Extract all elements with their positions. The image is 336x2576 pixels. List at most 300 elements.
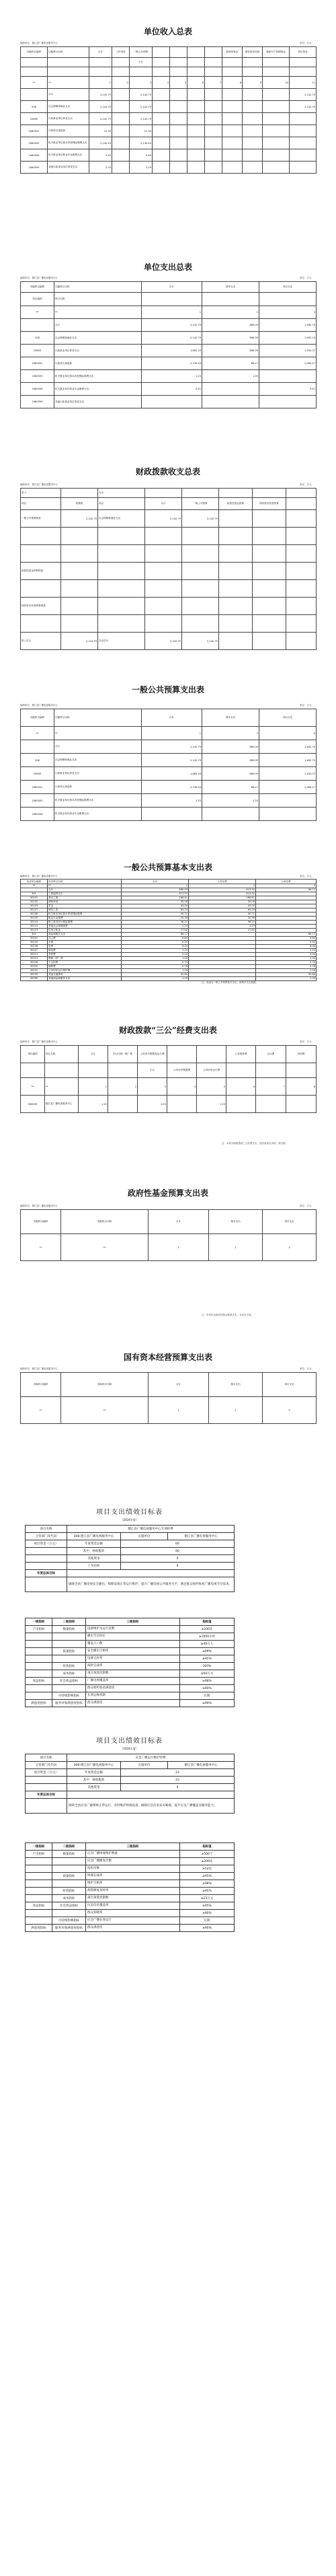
general-budget-title: 一般公共预算支出表 bbox=[131, 685, 204, 694]
fiscal-head-row-cell bbox=[286, 498, 317, 510]
fiscal-row-cell bbox=[21, 528, 61, 545]
project-info-cell: 主管部门及代码 bbox=[26, 1762, 67, 1769]
income-row-cell: 2,130.43 bbox=[130, 137, 153, 149]
project-info-row bbox=[26, 1791, 235, 1799]
expense-summary-table bbox=[20, 281, 317, 408]
expense-head-row-cell: 功能科目名称 bbox=[54, 282, 142, 293]
gov-fund-row-cell: ** bbox=[61, 1234, 149, 1261]
indicator-row bbox=[26, 1858, 235, 1865]
income-head-row-cell bbox=[290, 67, 317, 77]
state-capital-table bbox=[20, 1372, 317, 1424]
three-public-row-cell: ** bbox=[21, 1078, 45, 1096]
basic-expense-row-cell: 30229 bbox=[21, 964, 48, 968]
indicator-cell: 安全播出合格率 bbox=[86, 1648, 180, 1655]
income-row-cell bbox=[263, 113, 290, 125]
fiscal-row-cell bbox=[61, 598, 98, 615]
three-public-row-cell: 2 bbox=[108, 1078, 138, 1096]
income-row bbox=[21, 101, 317, 113]
expense-unit-right: 单位：万元 bbox=[300, 277, 312, 279]
income-head-row-cell bbox=[187, 58, 205, 67]
indicator-row bbox=[26, 1641, 235, 1648]
income-row-cell: 12.35 bbox=[130, 125, 153, 137]
basic-expense-row-cell: 30211 bbox=[21, 952, 48, 956]
income-row-cell: 机关事业单位基本养老保险缴费支出 bbox=[48, 137, 89, 149]
general-budget-row-cell: 680.09 bbox=[202, 767, 259, 781]
basic-expense-row-cell: 1 bbox=[122, 884, 189, 888]
general-budget-row-cell: 2080506 bbox=[21, 808, 54, 821]
indicator-cell bbox=[26, 1670, 52, 1678]
indicator-cell: 数量指标 bbox=[52, 1851, 86, 1858]
project-info-row bbox=[26, 1540, 235, 1548]
indicator-cell: 项目预算控制数 bbox=[86, 1895, 180, 1902]
gov-fund-row-cell: ** bbox=[21, 1234, 61, 1261]
fiscal-row-cell: 国有资本经营预算拨款 bbox=[21, 598, 61, 615]
three-public-row-cell: 3 bbox=[138, 1078, 167, 1096]
fiscal-row-cell bbox=[253, 633, 286, 650]
expense-row-cell: 2080505 bbox=[21, 370, 54, 383]
project-info-cell: 应急广播运行维护经费 bbox=[67, 1754, 235, 1762]
income-row-cell bbox=[243, 113, 263, 125]
income-row-cell bbox=[263, 101, 290, 113]
project-info-row bbox=[26, 1533, 235, 1540]
indicator-cell: 群众收听收看满意度 bbox=[86, 1685, 180, 1692]
income-row-cell: 2,142.79 bbox=[130, 113, 153, 125]
project-perf-sub-1: （2024年度） bbox=[120, 1518, 138, 1522]
indicator-cell: 成本指标 bbox=[52, 1895, 86, 1902]
income-row-cell bbox=[222, 162, 243, 174]
expense-row-cell: 1,882.16 bbox=[142, 345, 202, 357]
project-info-row bbox=[26, 1762, 235, 1769]
indicator-cell: 应急广播长效运行 bbox=[86, 1917, 180, 1925]
fiscal-row-cell bbox=[61, 615, 98, 633]
state-capital-row-cell: 1 bbox=[149, 1397, 209, 1424]
general-budget-row-cell: 2,064.27 bbox=[259, 781, 317, 794]
basic-expense-table bbox=[20, 879, 317, 981]
fiscal-row-cell bbox=[98, 545, 145, 563]
basic-expense-row-cell: 合计 bbox=[48, 888, 122, 892]
indicator-cell bbox=[52, 1655, 86, 1663]
general-budget-head-row-cell: 功能科目编码 bbox=[21, 709, 54, 727]
fiscal-row-cell bbox=[98, 598, 145, 615]
indicator-cell: 可持续影响指标 bbox=[52, 1692, 86, 1700]
project-info-row bbox=[26, 1555, 235, 1563]
basic-expense-row-cell: 5.00 bbox=[256, 952, 317, 956]
project-info-cell: 主管部门及代码 bbox=[26, 1533, 67, 1540]
income-row-cell bbox=[112, 89, 130, 101]
project-info-cell: 308-德江县广播电视服务中心 bbox=[67, 1762, 121, 1769]
basic-expense-row-cell: 40.71 bbox=[189, 912, 256, 916]
indicator-row bbox=[26, 1888, 235, 1895]
indicator-cell bbox=[26, 1641, 52, 1648]
income-row bbox=[21, 113, 317, 125]
gov-fund-head-row-cell: 功能科目名称 bbox=[61, 1210, 149, 1234]
project-info-cell: 保障全县应急广播系统正常运行，及时维护终端设备，确保应急信息发布畅通，提升应急广播覆盖及服务能力。 bbox=[67, 1799, 235, 1814]
project-info-cell bbox=[26, 1563, 67, 1570]
fiscal-row-cell bbox=[219, 633, 253, 650]
income-row-cell bbox=[243, 125, 263, 137]
indicator-cell bbox=[52, 1865, 86, 1873]
fiscal-row-cell: 收入总计 bbox=[21, 633, 61, 650]
income-row-cell bbox=[170, 162, 187, 174]
project-info-row bbox=[26, 1754, 235, 1762]
indicator-cell: 应急广播终端维护数量 bbox=[86, 1851, 180, 1858]
expense-row-cell bbox=[21, 319, 54, 332]
basic-expense-row-cell: 30107 bbox=[21, 908, 48, 912]
income-row-cell bbox=[222, 125, 243, 137]
expense-row-cell: 1.25 bbox=[202, 370, 259, 383]
basic-expense-row-cell: 64.29 bbox=[189, 908, 256, 912]
three-public-head-row-cell: 小计 bbox=[138, 1063, 167, 1078]
income-row bbox=[21, 162, 317, 174]
indicator-cell: ≥90% bbox=[180, 1700, 235, 1707]
income-row-cell: 12.35 bbox=[89, 125, 112, 137]
income-row-cell: 1 bbox=[89, 77, 112, 89]
indicator-cell: 可持续影响指标 bbox=[52, 1917, 86, 1925]
indicator-cell bbox=[26, 1858, 52, 1865]
income-head-row bbox=[21, 67, 317, 77]
income-row-cell bbox=[153, 137, 170, 149]
project-perf-indicators-1 bbox=[25, 1618, 235, 1707]
basic-expense-head-row-cell: 经济科目名称 bbox=[48, 880, 122, 884]
three-public-row bbox=[21, 1078, 317, 1096]
expense-row-cell: 2,142.79 bbox=[142, 319, 202, 332]
income-head-row-cell bbox=[290, 58, 317, 67]
income-row-cell bbox=[263, 137, 290, 149]
indicator-row bbox=[26, 1851, 235, 1858]
three-public-head-row-cell bbox=[108, 1063, 138, 1078]
income-row-cell bbox=[112, 149, 130, 162]
income-head-row-cell: 上年结转 bbox=[112, 47, 130, 58]
indicator-cell: 质量指标 bbox=[52, 1648, 86, 1655]
basic-expense-row-cell: 20.36 bbox=[189, 916, 256, 920]
indicator-cell: 群众满意度 bbox=[86, 1925, 180, 1932]
fiscal-row-cell bbox=[182, 545, 219, 563]
expense-row-cell bbox=[202, 383, 259, 396]
three-public-head-row-cell: 公务用车运行费 bbox=[197, 1063, 226, 1078]
indicator-cell: ≥99% bbox=[180, 1648, 235, 1655]
basic-expense-row-cell: 30108 bbox=[21, 912, 48, 916]
project-info-row bbox=[26, 1577, 235, 1592]
three-public-head-row-cell: 单位编码 bbox=[21, 1046, 45, 1063]
basic-expense-row-cell: 680.09 bbox=[122, 888, 189, 892]
fiscal-row-cell bbox=[61, 580, 98, 598]
fiscal-row-cell bbox=[145, 545, 182, 563]
indicator-cell: ≥98% bbox=[180, 1880, 235, 1888]
project-info-cell bbox=[26, 1777, 67, 1784]
indicator-cell: 服务对象满意度指标 bbox=[52, 1925, 86, 1932]
general-budget-table bbox=[20, 709, 317, 821]
fiscal-head-row-cell bbox=[61, 489, 98, 498]
general-budget-row-cell: 行政单位离退休 bbox=[54, 781, 142, 794]
income-head-row-cell bbox=[112, 58, 130, 67]
three-public-head-row-cell bbox=[286, 1063, 317, 1078]
gov-fund-row-cell: 2 bbox=[209, 1234, 263, 1261]
income-row-cell bbox=[205, 101, 222, 113]
income-row-cell bbox=[170, 149, 187, 162]
project-info-cell: 实施单位 bbox=[121, 1762, 168, 1769]
basic-expense-row-cell: 166.61 bbox=[122, 896, 189, 900]
project-info-cell: 上年结转 bbox=[67, 1563, 121, 1570]
income-head-row-cell bbox=[48, 67, 89, 77]
expense-row-cell: 机关事业单位职业年金缴费支出 bbox=[54, 383, 142, 396]
basic-expense-head-row-cell: 人员经费 bbox=[189, 880, 256, 884]
gov-fund-row bbox=[21, 1234, 317, 1261]
general-budget-row bbox=[21, 781, 317, 794]
fiscal-head-row-cell: 合计 bbox=[145, 498, 182, 510]
expense-summary-title: 单位支出总表 bbox=[143, 262, 192, 272]
general-budget-row-cell: 2080501 bbox=[21, 781, 54, 794]
income-row bbox=[21, 125, 317, 137]
project-info-row bbox=[26, 1769, 235, 1777]
project-info-cell: 0 bbox=[121, 1555, 235, 1563]
fiscal-row-cell bbox=[145, 563, 182, 580]
three-public-head-row-cell: 单位名称 bbox=[45, 1046, 79, 1063]
general-budget-row-cell: 1,462.70 bbox=[259, 754, 317, 767]
indicator-cell: 故障修复及时率 bbox=[86, 1888, 180, 1895]
basic-expense-row-cell: 30205 bbox=[21, 940, 48, 944]
income-head-row-cell: 国有资本经营 bbox=[243, 47, 263, 58]
indicator-cell: 100% bbox=[180, 1663, 235, 1670]
project-perf-indicators-2 bbox=[25, 1842, 235, 1932]
income-head-row-cell: 单位资金 bbox=[290, 47, 317, 58]
income-row-cell: 20805 bbox=[21, 113, 48, 125]
expense-row-cell: 1,202.07 bbox=[259, 345, 317, 357]
fiscal-head-row-cell: 项目 bbox=[98, 498, 145, 510]
indicator-cell bbox=[26, 1865, 52, 1873]
indicator-cell bbox=[26, 1888, 52, 1895]
expense-row-cell: 社会保障和就业支出 bbox=[54, 332, 142, 345]
indicator-head-cell: 三级指标 bbox=[86, 1843, 180, 1851]
three-public-row-cell: 德江县广播电视服务中心 bbox=[45, 1096, 79, 1113]
income-head-row-cell bbox=[112, 67, 130, 77]
expense-row-cell: 行政单位离退休 bbox=[54, 357, 142, 370]
basic-expense-row-cell: 2.78 bbox=[122, 964, 189, 968]
project-info-cell: 德江县广播电视服务中心 bbox=[168, 1762, 235, 1769]
project-info-cell: 年度总体目标 bbox=[26, 1791, 67, 1799]
gov-fund-unit-label: 编制单位：德江县广播电视服务中心 bbox=[20, 1205, 58, 1207]
indicator-cell: ≤23万元 bbox=[180, 1895, 235, 1902]
income-row-cell: 2.29 bbox=[130, 162, 153, 174]
indicator-cell bbox=[26, 1910, 52, 1917]
basic-expense-row-cell: 1.29 bbox=[122, 976, 189, 980]
fiscal-unit-label: 编制单位：德江县广播电视服务中心 bbox=[20, 483, 58, 486]
income-row-cell bbox=[170, 89, 187, 101]
fiscal-head-row-cell: 国有资本经营预算 bbox=[253, 498, 286, 510]
basic-expense-row-cell: 机关事业单位基本养老保险缴费 bbox=[48, 912, 122, 916]
general-budget-row bbox=[21, 727, 317, 740]
income-row-cell bbox=[21, 89, 48, 101]
basic-expense-row-cell: 30103 bbox=[21, 904, 48, 908]
basic-expense-row-cell: 166.61 bbox=[189, 896, 256, 900]
income-row-cell: 2080599 bbox=[21, 162, 48, 174]
basic-expense-row-cell: 1.20 bbox=[122, 948, 189, 952]
indicator-head-cell: 二级指标 bbox=[52, 1843, 86, 1851]
indicator-cell: 长期 bbox=[180, 1692, 235, 1700]
fiscal-head-row-cell bbox=[219, 489, 253, 498]
indicator-cell: 社会效益指标 bbox=[52, 1678, 86, 1685]
state-capital-row-cell: 2 bbox=[209, 1397, 263, 1424]
expense-row-cell: 1 bbox=[142, 306, 202, 319]
expense-row-cell: ** bbox=[54, 306, 142, 319]
fiscal-row bbox=[21, 563, 317, 580]
indicator-head-cell: 指标值 bbox=[180, 1843, 235, 1851]
indicator-cell: ≥500个 bbox=[180, 1851, 235, 1858]
income-row-cell bbox=[205, 89, 222, 101]
fiscal-row-cell bbox=[61, 545, 98, 563]
indicator-cell: 效益指标 bbox=[26, 1678, 52, 1685]
indicator-cell: 项目预算控制数 bbox=[86, 1670, 180, 1678]
fiscal-head-row-cell: 收入 bbox=[21, 489, 61, 498]
income-row-cell bbox=[153, 89, 170, 101]
fiscal-head-row-cell bbox=[182, 489, 219, 498]
state-capital-row-cell: 3 bbox=[263, 1397, 317, 1424]
general-budget-row-cell: 2080505 bbox=[21, 794, 54, 808]
indicator-row bbox=[26, 1685, 235, 1692]
indicator-cell bbox=[26, 1663, 52, 1670]
state-capital-row-cell: ** bbox=[61, 1397, 149, 1424]
general-budget-row-cell: 1.25 bbox=[202, 794, 259, 808]
three-public-row-cell: 5 bbox=[197, 1078, 226, 1096]
project-info-cell: 项目名称 bbox=[26, 1754, 67, 1762]
income-row-cell bbox=[112, 113, 130, 125]
basic-expense-row-cell: 9.80 bbox=[122, 936, 189, 940]
gov-fund-unit-right: 单位：万元 bbox=[300, 1205, 312, 1207]
three-public-head-row-cell: 合计 bbox=[79, 1046, 108, 1063]
project-info-cell: 其中：财政拨款 bbox=[67, 1777, 121, 1784]
income-row-cell bbox=[263, 149, 290, 162]
general-budget-row bbox=[21, 767, 317, 781]
expense-head-row-cell: 合计 bbox=[142, 282, 202, 293]
indicator-head-cell: 一级指标 bbox=[26, 1843, 52, 1851]
income-head-row-cell bbox=[187, 47, 205, 58]
fiscal-row-cell bbox=[253, 598, 286, 615]
income-head-row-cell: 合计 bbox=[89, 47, 112, 58]
income-row-cell: 社会保障和就业支出 bbox=[48, 101, 89, 113]
fiscal-row-cell bbox=[219, 580, 253, 598]
indicator-cell: 时效指标 bbox=[52, 1888, 86, 1895]
indicator-cell bbox=[26, 1633, 52, 1641]
income-head-row-cell bbox=[153, 67, 170, 77]
three-public-row-cell bbox=[167, 1096, 197, 1113]
indicator-cell: ≥200次 bbox=[180, 1858, 235, 1865]
indicator-cell: 应急信息覆盖率 bbox=[86, 1902, 180, 1910]
basic-expense-row-cell: 1.20 bbox=[256, 948, 317, 952]
project-info-cell bbox=[26, 1784, 67, 1791]
income-row-cell bbox=[205, 162, 222, 174]
gov-fund-head-row-cell: 项目支出 bbox=[263, 1210, 317, 1234]
fiscal-row-cell bbox=[182, 528, 219, 545]
indicator-cell: 终端在线率 bbox=[86, 1873, 180, 1880]
three-public-head-row-cell: 公务接待费 bbox=[226, 1046, 256, 1063]
fiscal-row bbox=[21, 510, 317, 528]
indicator-cell: 满意度指标 bbox=[26, 1700, 52, 1707]
gov-fund-row-cell: 3 bbox=[263, 1234, 317, 1261]
basic-expense-row-cell: 差旅费 bbox=[48, 952, 122, 956]
basic-expense-row-cell: 绩效工资 bbox=[48, 908, 122, 912]
income-head-row-cell bbox=[243, 67, 263, 77]
fiscal-head-row-cell: 项目 bbox=[21, 498, 61, 510]
income-row-cell bbox=[187, 125, 205, 137]
expense-head-row-cell: 基本支出 bbox=[202, 282, 259, 293]
three-public-row-cell: 1.25 bbox=[79, 1096, 108, 1113]
indicator-cell: 巡检次数 bbox=[86, 1865, 180, 1873]
indicator-cell: ≥100次 bbox=[180, 1626, 235, 1633]
expense-head-row-cell: 科目名称 bbox=[54, 293, 142, 306]
income-row-cell bbox=[205, 137, 222, 149]
income-row-cell: ** bbox=[21, 77, 48, 89]
indicator-cell: 按时完成率 bbox=[86, 1663, 180, 1670]
fiscal-row-cell bbox=[219, 615, 253, 633]
expense-head-row-cell bbox=[142, 293, 202, 306]
basic-expense-row-cell: 1.00 bbox=[122, 956, 189, 960]
general-budget-row-cell: 合计 bbox=[54, 740, 142, 754]
basic-expense-row-cell: 津贴补贴 bbox=[48, 900, 122, 904]
project-perf-title-1: 项目支出绩效目标表 bbox=[96, 1509, 163, 1516]
income-unit-label: 编制单位：德江县广播电视服务中心 bbox=[20, 42, 58, 44]
basic-expense-head-row-cell: 合计 bbox=[122, 880, 189, 884]
indicator-row bbox=[26, 1626, 235, 1633]
three-public-row-cell: ** bbox=[45, 1078, 79, 1096]
general-budget-row-cell: 208 bbox=[21, 754, 54, 767]
indicator-cell: ≥95% bbox=[180, 1902, 235, 1910]
income-row-cell bbox=[153, 125, 170, 137]
basic-expense-row-cell: 职业年金缴费 bbox=[48, 916, 122, 920]
fiscal-row bbox=[21, 615, 317, 633]
general-budget-row-cell: 1 bbox=[142, 727, 202, 740]
indicator-head-cell: 二级指标 bbox=[52, 1618, 86, 1626]
basic-expense-row-cell: 2 bbox=[189, 884, 256, 888]
expense-head-row-cell: 科目编码 bbox=[21, 293, 54, 306]
project-info-cell: 60 bbox=[121, 1548, 235, 1555]
basic-expense-row-cell: 613.92 bbox=[122, 892, 189, 896]
income-head-row-cell: 财政专户管理资金 bbox=[263, 47, 290, 58]
project-info-cell: 确保全县广播电视安全播出，保障设备正常运行维护，提升广播电视公共服务水平，满足群众收听收看广播电视节目需求。 bbox=[67, 1577, 235, 1592]
expense-row-cell: 2080506 bbox=[21, 383, 54, 396]
income-head-row-cell bbox=[263, 67, 290, 77]
project-info-row bbox=[26, 1784, 235, 1791]
gov-fund-title: 政府性基金预算支出表 bbox=[127, 1188, 208, 1198]
income-row-cell: 2,142.79 bbox=[130, 89, 153, 101]
fiscal-row-cell bbox=[98, 528, 145, 545]
income-row-cell bbox=[205, 149, 222, 162]
indicator-row bbox=[26, 1700, 235, 1707]
three-public-row-cell: 7 bbox=[256, 1078, 286, 1096]
general-budget-row-cell: 680.09 bbox=[202, 740, 259, 754]
indicator-head-cell: 一级指标 bbox=[26, 1618, 52, 1626]
project-info-cell: 项目资金（万元） bbox=[26, 1769, 67, 1777]
indicator-cell: ≥95% bbox=[180, 1873, 235, 1880]
indicator-cell: ≥40万人 bbox=[180, 1641, 235, 1648]
indicator-row bbox=[26, 1655, 235, 1663]
income-row-cell bbox=[187, 149, 205, 162]
income-head-row-cell bbox=[21, 67, 48, 77]
basic-expense-row-cell: 302 bbox=[21, 932, 48, 936]
income-row-cell: 208 bbox=[21, 101, 48, 113]
general-budget-row-cell: 机关事业单位基本养老保险缴费支出 bbox=[54, 794, 142, 808]
income-row-cell: 0.40 bbox=[89, 149, 112, 162]
project-info-cell: 实施单位 bbox=[121, 1533, 168, 1540]
basic-expense-row-cell: 30109 bbox=[21, 916, 48, 920]
fiscal-head-row-cell bbox=[253, 489, 286, 498]
fiscal-row-cell bbox=[286, 615, 317, 633]
expense-row-cell: 3 bbox=[259, 306, 317, 319]
income-head-row-cell bbox=[89, 67, 112, 77]
income-row-cell: 2,142.79 bbox=[130, 101, 153, 113]
income-row-cell bbox=[205, 113, 222, 125]
income-summary-title: 单位收入总表 bbox=[143, 27, 192, 36]
project-info-cell: 23 bbox=[121, 1769, 235, 1777]
fiscal-row-cell bbox=[219, 510, 253, 528]
